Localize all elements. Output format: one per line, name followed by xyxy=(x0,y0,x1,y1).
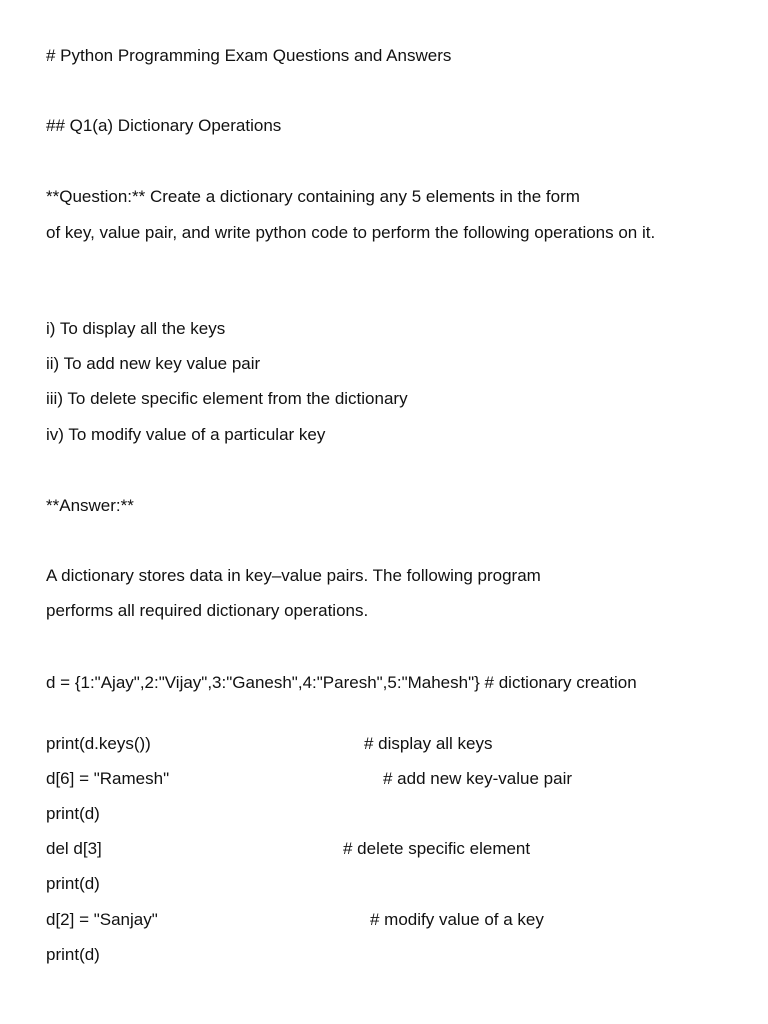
code-comment: # display all keys xyxy=(364,734,493,753)
code-line xyxy=(46,944,726,966)
code-line xyxy=(46,838,726,860)
code-line xyxy=(46,873,726,895)
operation-item: ii) To add new key value pair xyxy=(46,354,261,373)
document-title: # Python Programming Exam Questions and Answers xyxy=(46,46,452,65)
question-line-2: of key, value pair, and write python code to perform the following operations on it. xyxy=(46,223,656,242)
code-statement: print(d.keys()) xyxy=(46,734,151,753)
code-comment: # modify value of a key xyxy=(370,910,544,929)
code-comment: # delete specific element xyxy=(343,839,531,858)
answer-line-1: A dictionary stores data in key–value pairs. The following program xyxy=(46,566,541,585)
code-statement: print(d) xyxy=(46,804,100,823)
code-line xyxy=(46,803,726,825)
code-statement: print(d) xyxy=(46,945,100,964)
code-line xyxy=(46,768,726,790)
answer-label: **Answer:** xyxy=(46,496,134,515)
operation-item: iv) To modify value of a particular key xyxy=(46,425,326,444)
code-statement: d[2] = "Sanjay" xyxy=(46,910,158,929)
code-statement: print(d) xyxy=(46,874,100,893)
code-comment: # add new key-value pair xyxy=(383,769,573,788)
question-line-1: **Question:** Create a dictionary containing any 5 elements in the form xyxy=(46,187,580,206)
code-statement: del d[3] xyxy=(46,839,102,858)
code-line xyxy=(46,733,726,755)
code-line xyxy=(46,909,726,931)
answer-line-2: performs all required dictionary operations. xyxy=(46,601,369,620)
section-heading: ## Q1(a) Dictionary Operations xyxy=(46,116,282,135)
code-statement: d[6] = "Ramesh" xyxy=(46,769,170,788)
operation-item: iii) To delete specific element from the dictionary xyxy=(46,389,408,408)
operation-item: i) To display all the keys xyxy=(46,319,226,338)
code-line-creation: d = {1:"Ajay",2:"Vijay",3:"Ganesh",4:"Paresh",5:"Mahesh"} # dictionary creation xyxy=(46,673,637,692)
